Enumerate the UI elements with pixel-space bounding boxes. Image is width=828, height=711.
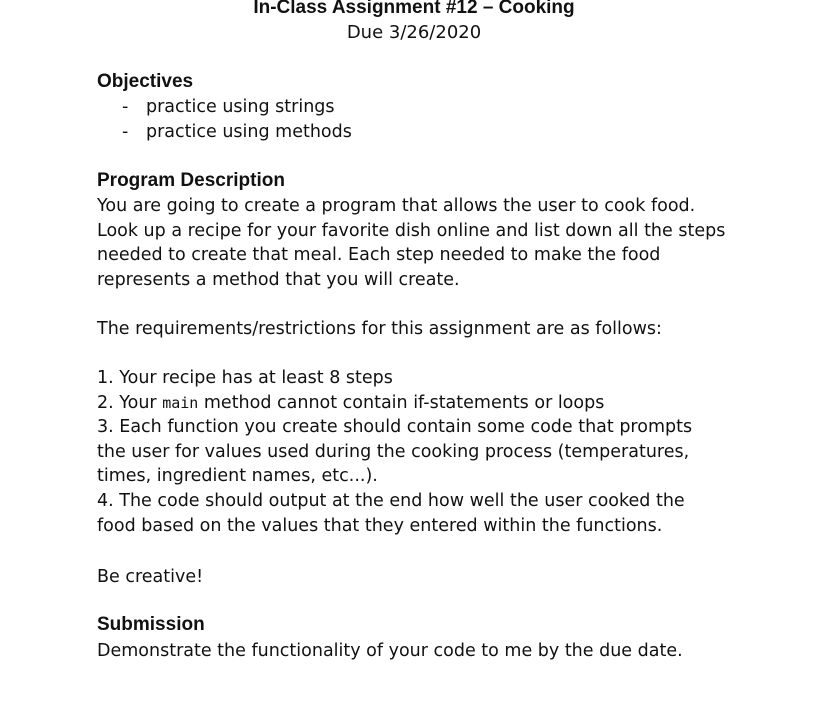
paragraph-line: Be creative!: [97, 567, 204, 587]
requirements-intro: [97, 317, 777, 342]
objective-text: practice using methods: [146, 121, 352, 142]
objective-item: [122, 95, 352, 120]
requirement-item: [97, 391, 777, 416]
due-date: Due 3/26/2020: [346, 22, 482, 43]
program-description-intro: [97, 194, 777, 292]
requirement-continuation: the user for values used during the cooking process (temperatures,: [97, 441, 690, 462]
requirement-text: method cannot contain if-statements or loops: [198, 392, 605, 413]
paragraph-line: Demonstrate the functionality of your code to me by the due date.: [97, 641, 683, 661]
paragraph-line: You are going to create a program that allows the user to cook food.: [97, 196, 696, 216]
paragraph-line: Look up a recipe for your favorite dish online and list down all the steps: [97, 220, 726, 241]
objectives-heading: Objectives: [97, 71, 194, 92]
bullet-dash: -: [122, 97, 129, 117]
program-description-heading: Program Description: [97, 170, 285, 191]
requirement-continuation: times, ingredient names, etc...).: [97, 466, 378, 487]
paragraph-line: represents a method that you will create.: [97, 269, 460, 290]
closing-remark: [97, 565, 777, 590]
requirement-text: 2. Your: [97, 392, 163, 413]
submission-text: [97, 639, 777, 664]
objectives-list: [122, 95, 352, 144]
bullet-dash: -: [122, 121, 129, 142]
submission-heading: Submission: [97, 614, 205, 635]
paragraph-line: needed to create that meal. Each step needed to make the food: [97, 245, 661, 266]
paragraph-line: The requirements/restrictions for this assignment are as follows:: [97, 319, 662, 339]
requirement-continuation: food based on the values that they entered within the functions.: [97, 515, 663, 536]
requirement-item: 1. Your recipe has at least 8 steps: [97, 368, 393, 388]
document-title: In-Class Assignment #12 – Cooking: [253, 0, 575, 18]
code-snippet: main: [162, 393, 199, 412]
requirements-list: [97, 366, 777, 538]
requirement-item: 4. The code should output at the end how well the user cooked the: [97, 490, 685, 511]
requirement-item: 3. Each function you create should contain some code that prompts: [97, 417, 693, 438]
objective-text: practice using strings: [146, 97, 335, 117]
objective-item: [122, 120, 352, 145]
